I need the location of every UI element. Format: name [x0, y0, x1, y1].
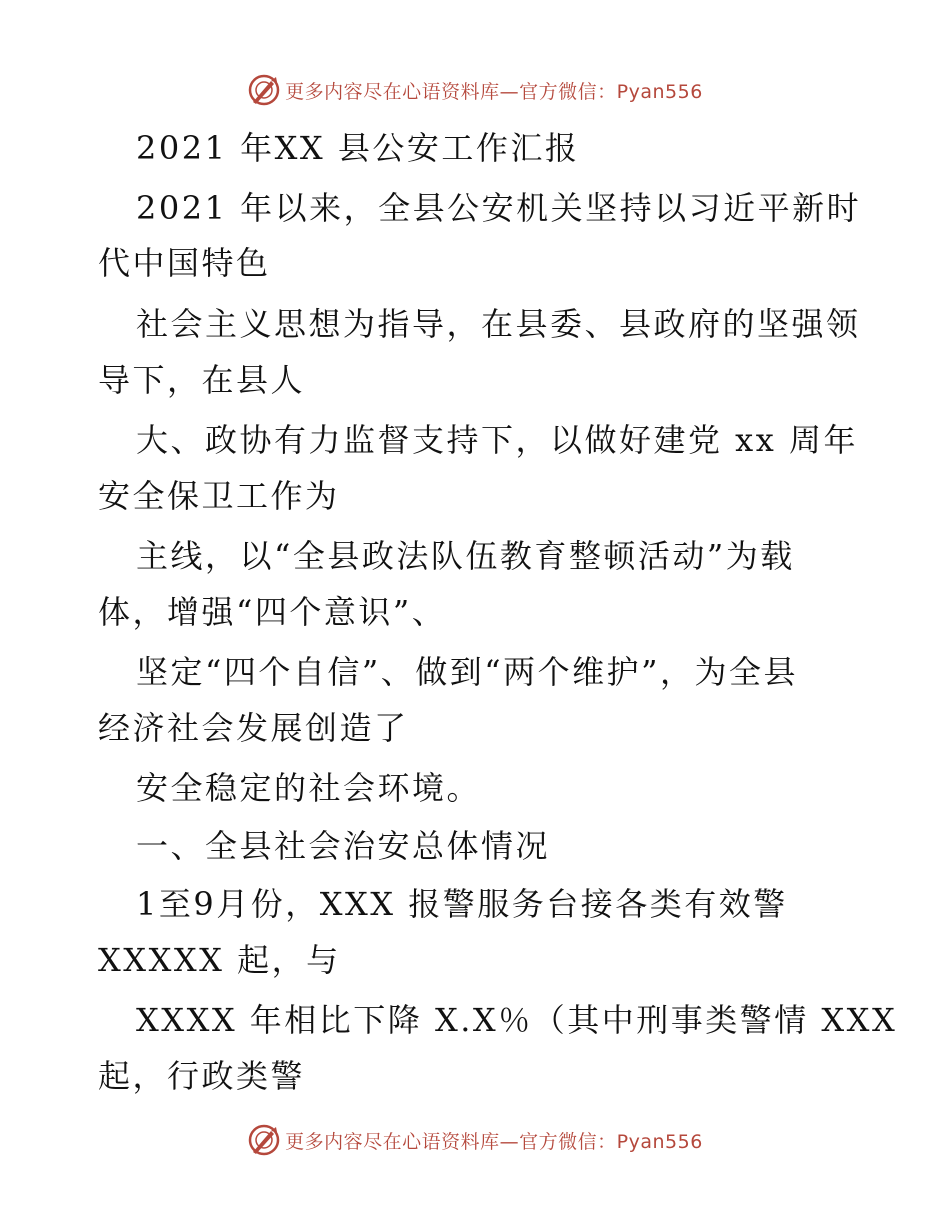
- header-watermark-banner: [0, 70, 950, 110]
- footer-watermark-inner: [247, 1123, 703, 1157]
- paragraph-line: 社会主义思想为指导，在县委、县政府的坚强领: [136, 305, 861, 343]
- paragraph-line: XXXXX 起，与: [98, 941, 341, 979]
- paragraph-line: 2021 年以来，全县公安机关坚持以习近平新时: [136, 189, 862, 227]
- paragraph-line: 起，行政类警: [98, 1057, 306, 1095]
- paragraph-line: 主线，以“全县政法队伍教育整顿活动”为载: [136, 537, 795, 575]
- document-title: 2021 年XX 县公安工作汇报: [136, 129, 580, 167]
- watermark-text: 更多内容尽在心语资料库—官方微信：Pyan556: [285, 80, 703, 103]
- quill-seal-icon: [247, 1123, 281, 1157]
- quill-seal-icon: [247, 73, 281, 107]
- paragraph-line: 代中国特色: [98, 244, 271, 282]
- paragraph-line: 大、政协有力监督支持下，以做好建党 xx 周年: [136, 421, 858, 459]
- paragraph-line: 导下，在县人: [98, 361, 306, 399]
- paragraph-line: 坚定“四个自信”、做到“两个维护”，为全县: [136, 653, 798, 691]
- paragraph-line: 安全稳定的社会环境。: [136, 769, 482, 807]
- footer-watermark-banner: [0, 1120, 950, 1160]
- watermark-text: 更多内容尽在心语资料库—官方微信：Pyan556: [285, 1130, 703, 1153]
- paragraph-line: 体，增强“四个意识”、: [98, 593, 447, 631]
- paragraph-line: 经济社会发展创造了: [98, 709, 409, 747]
- section-heading: 一、全县社会治安总体情况: [136, 827, 551, 865]
- paragraph-line: 安全保卫工作为: [98, 477, 340, 515]
- paragraph-line: XXXX 年相比下降 X.X％（其中刑事类警情 XXX: [136, 1001, 898, 1039]
- paragraph-line: 1至9月份，XXX 报警服务台接各类有效警: [136, 885, 788, 923]
- header-watermark-inner: [247, 73, 703, 107]
